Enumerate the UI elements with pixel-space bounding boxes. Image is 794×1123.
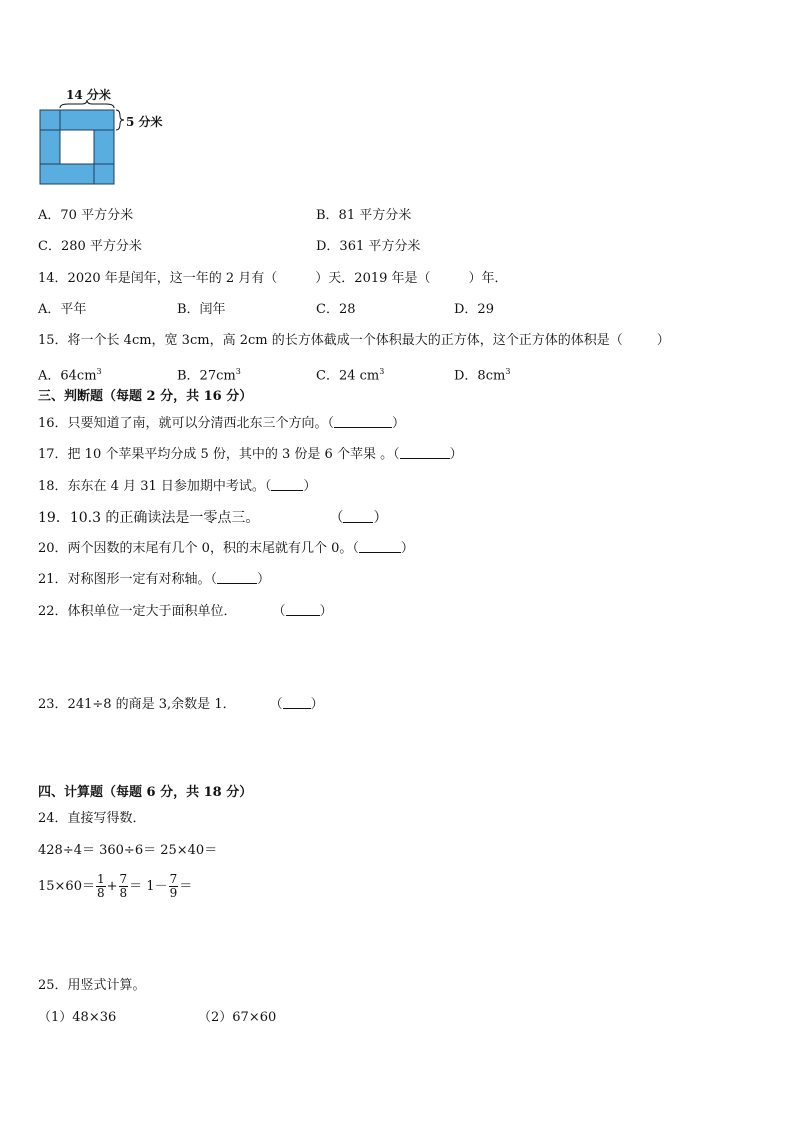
q15-option-b[interactable]: B．$27cm^3$	[177, 367, 241, 384]
q25-part-2: （2）67×60	[198, 1010, 277, 1025]
answer-blank-23[interactable]	[283, 696, 311, 709]
question-19: 19．10.3 的正确读法是一零点三。 （ ）	[38, 510, 388, 526]
answer-blank-21[interactable]	[217, 571, 257, 584]
q14-option-c[interactable]: C．28	[316, 302, 356, 317]
q14-option-d[interactable]: D．29	[454, 302, 494, 317]
question-25: 25．用竖式计算。	[38, 978, 146, 993]
top-dimension-label: 14 分米	[66, 88, 111, 102]
frame-hole	[60, 130, 94, 164]
q13-option-a[interactable]: A．70 平方分米	[38, 208, 134, 223]
question-16: 16．只要知道了南，就可以分清西北东三个方向。（ ）	[38, 416, 406, 431]
answer-blank-20[interactable]	[359, 540, 401, 553]
side-dimension-label: 5 分米	[126, 115, 163, 129]
answer-blank-22[interactable]	[286, 603, 320, 616]
answer-blank-19[interactable]	[343, 510, 373, 523]
q13-option-d[interactable]: D．361 平方分米	[316, 239, 421, 254]
q15-option-c[interactable]: C．24 $cm^3$	[316, 367, 385, 384]
answer-blank-16[interactable]	[334, 415, 392, 428]
question-21: 21．对称图形一定有对称轴。（ ）	[38, 572, 271, 587]
q15-option-a[interactable]: A．$64cm^3$	[38, 367, 102, 384]
question-17: 17．把 10 个苹果平均分成 5 份，其中的 3 份是 6 个苹果 。（ ）	[38, 447, 463, 462]
q25-part-1: （1）48×36	[38, 1010, 117, 1025]
question-20: 20．两个因数的末尾有几个 0，积的末尾就有几个 0。（ ）	[38, 541, 414, 556]
answer-blank-17[interactable]	[400, 446, 450, 459]
answer-blank-18[interactable]	[271, 478, 303, 491]
q24-row-1: 428÷4＝ 360÷6＝ 25×40＝	[38, 843, 218, 858]
question-24: 24．直接写得数．	[38, 811, 146, 826]
q14-option-a[interactable]: A．平年	[38, 302, 87, 317]
question-14: 14．2020 年是闰年，这一年的 2 月有（ ）天．2019 年是（ ）年．	[38, 271, 508, 286]
fraction-1-8: $\frac{1}{8}$	[96, 872, 105, 900]
q24-row-2: 15×60＝ $\frac{1}{8}$ + $\frac{7}{8}$ ＝ 1－ $\frac{7}{9}$ ＝	[38, 872, 193, 900]
q13-option-b[interactable]: B．81 平方分米	[316, 208, 412, 223]
q13-option-c[interactable]: C．280 平方分米	[38, 239, 142, 254]
side-brace	[116, 110, 124, 130]
q14-option-b[interactable]: B．闰年	[177, 302, 226, 317]
fraction-7-8: $\frac{7}{8}$	[119, 872, 128, 900]
section-4-heading: 四、计算题（每题 6 分，共 18 分）	[38, 785, 253, 800]
question-15: 15．将一个长 4cm，宽 3cm，高 2cm 的长方体截成一个体积最大的正方体，这个正方体的体积是（ ）	[38, 333, 670, 348]
section-3-heading: 三、判断题（每题 2 分，共 16 分）	[38, 389, 253, 404]
q15-option-d[interactable]: D．$8cm^3$	[454, 367, 511, 384]
question-22: 22．体积单位一定大于面积单位． （ ）	[38, 604, 333, 619]
fraction-7-9: $\frac{7}{9}$	[169, 872, 178, 900]
question-23: 23．241÷8 的商是 3,余数是 1． （ ）	[38, 697, 324, 712]
square-frame-figure	[36, 86, 166, 188]
question-18: 18．东东在 4 月 31 日参加期中考试。（ ）	[38, 479, 317, 494]
